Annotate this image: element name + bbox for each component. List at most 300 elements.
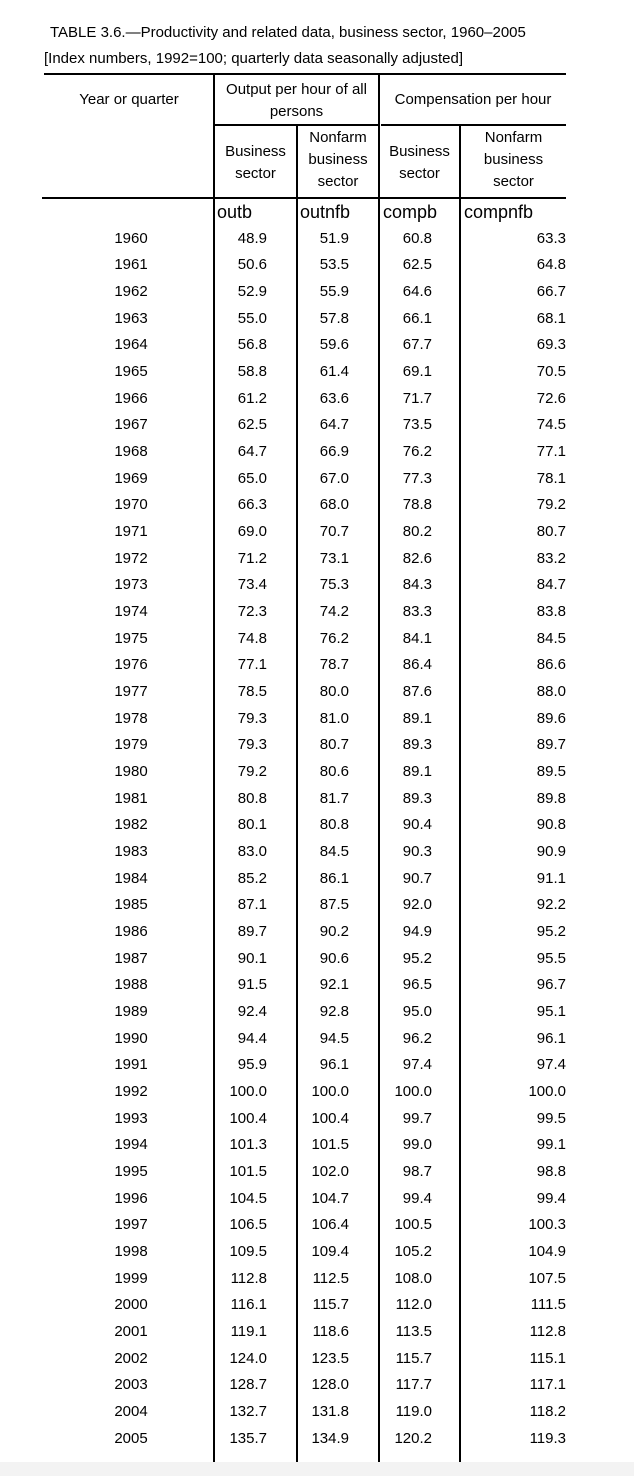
comp-business-cell: 77.3 — [402, 469, 432, 487]
comp-nonfarm-cell: 99.1 — [536, 1136, 566, 1154]
year-cell: 1988 — [114, 976, 148, 994]
header-comp-business-line2: sector — [399, 165, 440, 182]
output-business-cell: 100.0 — [229, 1082, 267, 1100]
comp-business-cell: 97.4 — [402, 1056, 432, 1074]
year-cell: 1999 — [114, 1269, 148, 1287]
table-row — [0, 279, 634, 306]
output-business-cell: 106.5 — [229, 1216, 267, 1234]
comp-business-cell: 80.2 — [402, 522, 432, 540]
comp-nonfarm-cell: 119.3 — [529, 1429, 566, 1447]
output-nonfarm-cell: 87.5 — [319, 896, 349, 914]
comp-business-cell: 100.5 — [394, 1216, 432, 1234]
comp-business-cell: 89.3 — [402, 736, 432, 754]
year-cell: 1983 — [114, 842, 148, 860]
output-nonfarm-cell: 80.6 — [319, 762, 349, 780]
comp-nonfarm-cell: 92.2 — [536, 896, 566, 914]
output-business-cell: 91.5 — [237, 976, 267, 994]
table-row — [0, 972, 634, 999]
comp-nonfarm-cell: 69.3 — [536, 336, 566, 354]
table-row — [0, 1052, 634, 1079]
table-row — [0, 226, 634, 253]
header-output-line1: Output per hour of all — [226, 81, 367, 98]
output-nonfarm-cell: 78.7 — [319, 656, 349, 674]
output-business-cell: 74.8 — [237, 629, 267, 647]
table-row — [0, 759, 634, 786]
table-row — [0, 1319, 634, 1346]
comp-business-cell: 96.5 — [402, 976, 432, 994]
comp-nonfarm-cell: 96.7 — [536, 976, 566, 994]
output-nonfarm-cell: 84.5 — [319, 842, 349, 860]
table-row — [0, 1079, 634, 1106]
output-nonfarm-cell: 80.8 — [319, 816, 349, 834]
output-business-cell: 80.8 — [237, 789, 267, 807]
comp-business-cell: 90.7 — [402, 869, 432, 887]
comp-business-cell: 99.4 — [402, 1189, 432, 1207]
output-business-cell: 101.5 — [229, 1162, 267, 1180]
comp-business-cell: 98.7 — [402, 1162, 432, 1180]
comp-nonfarm-cell: 90.8 — [536, 816, 566, 834]
year-cell: 2004 — [114, 1402, 148, 1420]
table-row — [0, 1186, 634, 1213]
output-business-cell: 72.3 — [237, 602, 267, 620]
output-business-cell: 62.5 — [237, 416, 267, 434]
group-rule-compensation — [381, 124, 566, 126]
comp-nonfarm-cell: 117.1 — [529, 1376, 566, 1394]
comp-nonfarm-cell: 74.5 — [536, 416, 566, 434]
table-row — [0, 546, 634, 573]
header-nonfarm-line1: Nonfarm — [309, 129, 367, 146]
comp-nonfarm-cell: 89.6 — [536, 709, 566, 727]
output-business-cell: 55.0 — [237, 309, 267, 327]
table-row — [0, 679, 634, 706]
comp-nonfarm-cell: 97.4 — [536, 1056, 566, 1074]
comp-nonfarm-cell: 66.7 — [536, 282, 566, 300]
output-nonfarm-cell: 118.6 — [312, 1322, 349, 1340]
table-row — [0, 1292, 634, 1319]
output-business-cell: 48.9 — [237, 229, 267, 247]
comp-business-cell: 96.2 — [402, 1029, 432, 1047]
table-row — [0, 839, 634, 866]
year-cell: 1967 — [114, 416, 148, 434]
output-business-cell: 79.2 — [237, 762, 267, 780]
table-row — [0, 466, 634, 493]
output-business-cell: 52.9 — [237, 282, 267, 300]
table-row — [0, 866, 634, 893]
comp-nonfarm-cell: 72.6 — [536, 389, 566, 407]
comp-nonfarm-cell: 112.8 — [529, 1322, 566, 1340]
year-cell: 1962 — [114, 282, 148, 300]
table-row — [0, 306, 634, 333]
table-row — [0, 1239, 634, 1266]
comp-nonfarm-cell: 64.8 — [536, 256, 566, 274]
table-row — [0, 786, 634, 813]
output-nonfarm-cell: 68.0 — [319, 496, 349, 514]
year-cell: 1986 — [114, 922, 148, 940]
output-nonfarm-cell: 101.5 — [311, 1136, 349, 1154]
output-nonfarm-cell: 100.4 — [311, 1109, 349, 1127]
output-nonfarm-cell: 90.6 — [319, 949, 349, 967]
year-cell: 1981 — [114, 789, 148, 807]
table-row — [0, 1132, 634, 1159]
output-nonfarm-cell: 63.6 — [319, 389, 349, 407]
year-cell: 2003 — [114, 1376, 148, 1394]
comp-business-cell: 90.4 — [402, 816, 432, 834]
table-row — [0, 706, 634, 733]
comp-business-cell: 84.3 — [402, 576, 432, 594]
comp-nonfarm-cell: 98.8 — [536, 1162, 566, 1180]
comp-business-cell: 99.7 — [402, 1109, 432, 1127]
output-business-cell: 56.8 — [237, 336, 267, 354]
comp-nonfarm-cell: 84.5 — [536, 629, 566, 647]
series-code-compb: compb — [383, 202, 438, 222]
year-cell: 1968 — [114, 442, 148, 460]
table-row — [0, 1399, 634, 1426]
output-nonfarm-cell: 96.1 — [319, 1056, 349, 1074]
comp-business-cell: 69.1 — [402, 362, 432, 380]
output-nonfarm-cell: 102.0 — [311, 1162, 349, 1180]
year-cell: 1985 — [114, 896, 148, 914]
header-nonfarm-line2: business — [308, 151, 368, 168]
comp-nonfarm-cell: 79.2 — [536, 496, 566, 514]
comp-nonfarm-cell: 89.8 — [536, 789, 566, 807]
table-row — [0, 946, 634, 973]
comp-business-cell: 108.0 — [394, 1269, 432, 1287]
comp-business-cell: 76.2 — [402, 442, 432, 460]
header-nonfarm-line3: sector — [317, 173, 359, 190]
output-nonfarm-cell: 74.2 — [319, 602, 349, 620]
table-row — [0, 999, 634, 1026]
output-business-cell: 58.8 — [237, 362, 267, 380]
header-comp-nonfarm-line2: business — [483, 151, 544, 168]
output-business-cell: 65.0 — [237, 469, 267, 487]
comp-business-cell: 95.0 — [402, 1002, 432, 1020]
header-nonfarm-business-sector — [298, 127, 378, 193]
year-cell: 2000 — [114, 1296, 148, 1314]
output-business-cell: 92.4 — [237, 1002, 267, 1020]
table-row — [0, 652, 634, 679]
output-nonfarm-cell: 92.8 — [319, 1002, 349, 1020]
comp-nonfarm-cell: 80.7 — [536, 522, 566, 540]
output-business-cell: 128.7 — [229, 1376, 267, 1394]
comp-business-cell: 95.2 — [402, 949, 432, 967]
table-row — [0, 519, 634, 546]
header-comp-nonfarm-business-sector — [461, 127, 566, 193]
table-row — [0, 1106, 634, 1133]
year-cell: 2005 — [114, 1429, 148, 1447]
comp-business-cell: 86.4 — [402, 656, 432, 674]
year-cell: 1973 — [114, 576, 148, 594]
comp-nonfarm-cell: 78.1 — [536, 469, 566, 487]
output-business-cell: 77.1 — [237, 656, 267, 674]
table-row — [0, 252, 634, 279]
output-nonfarm-cell: 106.4 — [311, 1216, 349, 1234]
comp-nonfarm-cell: 104.9 — [528, 1242, 566, 1260]
year-cell: 1979 — [114, 736, 148, 754]
output-business-cell: 94.4 — [237, 1029, 267, 1047]
year-cell: 1978 — [114, 709, 148, 727]
output-business-cell: 71.2 — [237, 549, 267, 567]
output-business-cell: 87.1 — [237, 896, 267, 914]
table-row — [0, 359, 634, 386]
output-business-cell: 109.5 — [229, 1242, 267, 1260]
series-code-outb: outb — [217, 202, 253, 222]
table-row — [0, 626, 634, 653]
comp-nonfarm-cell: 86.6 — [536, 656, 566, 674]
output-business-cell: 61.2 — [237, 389, 267, 407]
output-nonfarm-cell: 94.5 — [319, 1029, 349, 1047]
comp-nonfarm-cell: 99.4 — [536, 1189, 566, 1207]
output-nonfarm-cell: 76.2 — [319, 629, 349, 647]
table-row — [0, 412, 634, 439]
output-nonfarm-cell: 57.8 — [319, 309, 349, 327]
comp-business-cell: 94.9 — [402, 922, 432, 940]
table-row — [0, 439, 634, 466]
output-nonfarm-cell: 53.5 — [319, 256, 349, 274]
table-row — [0, 1026, 634, 1053]
table-row — [0, 492, 634, 519]
year-cell: 1996 — [114, 1189, 148, 1207]
output-nonfarm-cell: 86.1 — [319, 869, 349, 887]
output-business-cell: 119.1 — [230, 1322, 267, 1340]
comp-business-cell: 82.6 — [402, 549, 432, 567]
output-business-cell: 66.3 — [237, 496, 267, 514]
output-nonfarm-cell: 66.9 — [319, 442, 349, 460]
output-nonfarm-cell: 92.1 — [319, 976, 349, 994]
year-cell: 1984 — [114, 869, 148, 887]
year-cell: 1961 — [114, 256, 148, 274]
comp-nonfarm-cell: 83.2 — [536, 549, 566, 567]
table-row — [0, 572, 634, 599]
output-business-cell: 79.3 — [237, 736, 267, 754]
table-row — [0, 1346, 634, 1373]
comp-business-cell: 67.7 — [402, 336, 432, 354]
output-nonfarm-cell: 70.7 — [319, 522, 349, 540]
table-row — [0, 1159, 634, 1186]
output-business-cell: 104.5 — [229, 1189, 267, 1207]
output-business-cell: 79.3 — [237, 709, 267, 727]
output-business-cell: 124.0 — [229, 1349, 267, 1367]
table-row — [0, 919, 634, 946]
comp-business-cell: 71.7 — [402, 389, 432, 407]
output-business-cell: 101.3 — [229, 1136, 267, 1154]
table-row — [0, 1372, 634, 1399]
comp-business-cell: 120.2 — [394, 1429, 432, 1447]
output-business-cell: 50.6 — [237, 256, 267, 274]
comp-business-cell: 73.5 — [402, 416, 432, 434]
comp-business-cell: 89.3 — [402, 789, 432, 807]
header-bottom-rule — [42, 197, 566, 199]
output-nonfarm-cell: 64.7 — [319, 416, 349, 434]
comp-business-cell: 66.1 — [402, 309, 432, 327]
output-nonfarm-cell: 123.5 — [311, 1349, 349, 1367]
output-nonfarm-cell: 59.6 — [319, 336, 349, 354]
output-business-cell: 95.9 — [237, 1056, 267, 1074]
table-row — [0, 1426, 634, 1453]
comp-nonfarm-cell: 68.1 — [536, 309, 566, 327]
table-row — [0, 892, 634, 919]
output-business-cell: 80.1 — [237, 816, 267, 834]
table-subtitle: [Index numbers, 1992=100; quarterly data seasonally adjusted] — [44, 50, 464, 67]
comp-nonfarm-cell: 77.1 — [536, 442, 566, 460]
output-business-cell: 64.7 — [237, 442, 267, 460]
year-cell: 1997 — [114, 1216, 148, 1234]
series-code-outnfb: outnfb — [300, 202, 351, 222]
comp-nonfarm-cell: 99.5 — [536, 1109, 566, 1127]
year-cell: 1987 — [114, 949, 148, 967]
year-cell: 2001 — [114, 1322, 148, 1340]
year-cell: 1972 — [114, 549, 148, 567]
output-nonfarm-cell: 80.7 — [319, 736, 349, 754]
comp-business-cell: 112.0 — [395, 1296, 432, 1314]
comp-nonfarm-cell: 88.0 — [536, 682, 566, 700]
comp-business-cell: 105.2 — [394, 1242, 432, 1260]
comp-business-cell: 92.0 — [402, 896, 432, 914]
comp-nonfarm-cell: 96.1 — [536, 1029, 566, 1047]
comp-business-cell: 89.1 — [402, 762, 432, 780]
output-nonfarm-cell: 61.4 — [319, 362, 349, 380]
comp-nonfarm-cell: 89.5 — [536, 762, 566, 780]
output-business-cell: 90.1 — [237, 949, 267, 967]
output-business-cell: 116.1 — [230, 1296, 267, 1314]
year-cell: 2002 — [114, 1349, 148, 1367]
comp-business-cell: 117.7 — [395, 1376, 432, 1394]
comp-business-cell: 100.0 — [394, 1082, 432, 1100]
year-cell: 1974 — [114, 602, 148, 620]
year-cell: 1965 — [114, 362, 148, 380]
table-row — [0, 1212, 634, 1239]
table-row — [0, 812, 634, 839]
header-comp-nonfarm-line3: sector — [493, 173, 534, 190]
table-row — [0, 1266, 634, 1293]
year-cell: 1995 — [114, 1162, 148, 1180]
output-business-cell: 83.0 — [237, 842, 267, 860]
output-nonfarm-cell: 90.2 — [319, 922, 349, 940]
header-comp-business-sector — [380, 141, 459, 185]
comp-business-cell: 84.1 — [402, 629, 432, 647]
output-nonfarm-cell: 134.9 — [311, 1429, 349, 1447]
comp-business-cell: 62.5 — [402, 256, 432, 274]
year-cell: 1992 — [114, 1082, 148, 1100]
output-nonfarm-cell: 80.0 — [319, 682, 349, 700]
output-nonfarm-cell: 67.0 — [319, 469, 349, 487]
comp-nonfarm-cell: 95.5 — [536, 949, 566, 967]
year-cell: 1966 — [114, 389, 148, 407]
comp-business-cell: 83.3 — [402, 602, 432, 620]
output-business-cell: 89.7 — [237, 922, 267, 940]
year-cell: 1960 — [114, 229, 148, 247]
comp-nonfarm-cell: 115.1 — [529, 1349, 566, 1367]
header-compensation-per-hour: Compensation per hour — [394, 91, 552, 108]
output-business-cell: 132.7 — [229, 1402, 267, 1420]
year-cell: 1998 — [114, 1242, 148, 1260]
header-top-rule — [44, 73, 566, 75]
output-nonfarm-cell: 75.3 — [319, 576, 349, 594]
comp-business-cell: 99.0 — [402, 1136, 432, 1154]
output-nonfarm-cell: 55.9 — [319, 282, 349, 300]
output-nonfarm-cell: 81.0 — [319, 709, 349, 727]
year-cell: 1969 — [114, 469, 148, 487]
comp-nonfarm-cell: 107.5 — [528, 1269, 566, 1287]
year-cell: 1989 — [114, 1002, 148, 1020]
comp-nonfarm-cell: 91.1 — [536, 869, 566, 887]
comp-business-cell: 60.8 — [402, 229, 432, 247]
year-cell: 1970 — [114, 496, 148, 514]
output-business-cell: 135.7 — [229, 1429, 267, 1447]
output-business-cell: 85.2 — [237, 869, 267, 887]
comp-nonfarm-cell: 118.2 — [529, 1402, 566, 1420]
comp-nonfarm-cell: 95.1 — [536, 1002, 566, 1020]
output-nonfarm-cell: 128.0 — [311, 1376, 349, 1394]
output-business-cell: 78.5 — [237, 682, 267, 700]
year-cell: 1964 — [114, 336, 148, 354]
comp-business-cell: 64.6 — [402, 282, 432, 300]
comp-nonfarm-cell: 84.7 — [536, 576, 566, 594]
output-nonfarm-cell: 100.0 — [311, 1082, 349, 1100]
comp-nonfarm-cell: 63.3 — [536, 229, 566, 247]
year-cell: 1976 — [114, 656, 148, 674]
table-row — [0, 386, 634, 413]
header-output-per-hour — [215, 79, 378, 123]
page-bottom-shade — [0, 1462, 634, 1476]
output-business-cell: 100.4 — [229, 1109, 267, 1127]
header-year-or-quarter: Year or quarter — [79, 91, 179, 108]
output-nonfarm-cell: 115.7 — [312, 1296, 349, 1314]
comp-nonfarm-cell: 95.2 — [536, 922, 566, 940]
table-row — [0, 599, 634, 626]
year-cell: 1993 — [114, 1109, 148, 1127]
comp-nonfarm-cell: 89.7 — [536, 736, 566, 754]
year-cell: 1990 — [114, 1029, 148, 1047]
comp-business-cell: 78.8 — [402, 496, 432, 514]
output-business-cell: 69.0 — [237, 522, 267, 540]
output-nonfarm-cell: 73.1 — [319, 549, 349, 567]
comp-business-cell: 89.1 — [402, 709, 432, 727]
comp-business-cell: 90.3 — [402, 842, 432, 860]
header-business-line2: sector — [235, 165, 276, 182]
comp-business-cell: 119.0 — [395, 1402, 432, 1420]
output-nonfarm-cell: 51.9 — [319, 229, 349, 247]
header-business-line1: Business — [225, 143, 286, 160]
comp-nonfarm-cell: 83.8 — [536, 602, 566, 620]
comp-nonfarm-cell: 111.5 — [530, 1296, 566, 1314]
comp-nonfarm-cell: 100.3 — [528, 1216, 566, 1234]
year-cell: 1963 — [114, 309, 148, 327]
output-nonfarm-cell: 109.4 — [311, 1242, 349, 1260]
year-cell: 1971 — [114, 522, 148, 540]
table-row — [0, 332, 634, 359]
header-business-sector — [215, 141, 296, 185]
output-business-cell: 112.8 — [230, 1269, 267, 1287]
year-cell: 1982 — [114, 816, 148, 834]
year-cell: 1994 — [114, 1136, 148, 1154]
output-nonfarm-cell: 131.8 — [311, 1402, 349, 1420]
comp-nonfarm-cell: 70.5 — [536, 362, 566, 380]
header-comp-nonfarm-line1: Nonfarm — [484, 129, 543, 146]
header-output-line2: persons — [269, 103, 324, 120]
comp-nonfarm-cell: 90.9 — [536, 842, 566, 860]
comp-business-cell: 113.5 — [395, 1322, 432, 1340]
year-cell: 1977 — [114, 682, 148, 700]
comp-business-cell: 87.6 — [402, 682, 432, 700]
table-row — [0, 732, 634, 759]
year-cell: 1980 — [114, 762, 148, 780]
output-nonfarm-cell: 112.5 — [312, 1269, 349, 1287]
year-cell: 1991 — [114, 1056, 148, 1074]
output-nonfarm-cell: 104.7 — [311, 1189, 349, 1207]
header-comp-business-line1: Business — [389, 143, 450, 160]
series-code-compnfb: compnfb — [464, 202, 534, 222]
year-cell: 1975 — [114, 629, 148, 647]
